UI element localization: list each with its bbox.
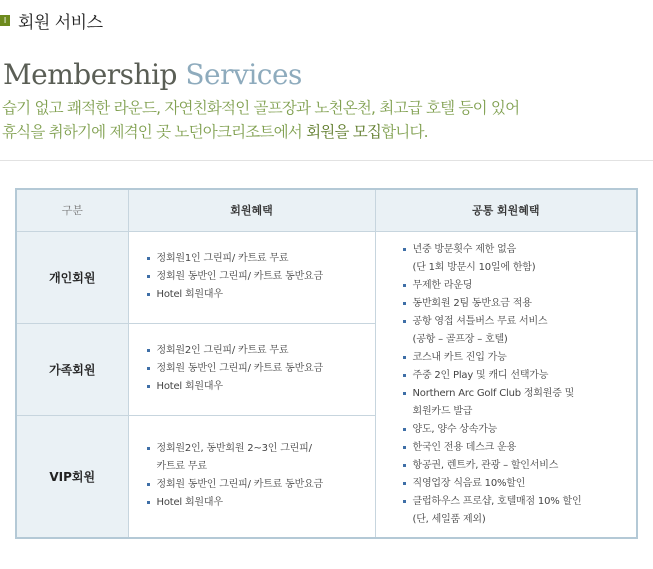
benefit-text: Hotel 회원대우 [156,289,223,300]
bullet-icon [403,302,406,305]
individual-benefits [128,231,375,323]
common-benefit-text: 클럽하우스 프로샵, 호텔매점 10% 할인 [412,495,582,507]
bullet-icon [147,501,150,504]
section-title-text: 회원 서비스 [18,12,103,33]
benefit-text: 정회원 동반인 그린피/ 카트료 동반요금 [156,363,323,374]
list-item [403,439,627,457]
bullet-icon [403,464,406,467]
common-benefit-text: 코스내 카트 진입 가능 [412,351,507,363]
common-benefit-text: 직영업장 식음료 10%할인 [412,477,526,489]
section-marker-icon: I [0,15,10,26]
bullet-icon [147,483,150,486]
headline-membership: Membership [3,58,177,91]
intro-line-2-start: 휴식을 취하기에 제격인 곳 노던아크리조트에서 [2,123,307,141]
list-item [403,475,627,493]
common-benefit-note: (단 1회 방문시 10일에 한함) [412,261,536,273]
bullet-icon [147,257,150,260]
common-benefit-text: 공항 영접 셔틀버스 무료 서비스 [412,315,548,327]
header-common-benefits: 공통 회원혜택 [375,189,637,231]
bullet-icon [403,284,406,287]
bullet-icon [403,446,406,449]
list-item [403,385,627,421]
common-benefits-cell [375,231,637,538]
common-benefit-text: 항공권, 렌트카, 관광 – 할인서비스 [412,459,559,471]
bullet-icon [403,356,406,359]
list-item [403,295,627,313]
common-benefit-text: 주중 2인 Play 및 캐디 선택가능 [412,369,549,381]
list-item [403,367,627,385]
list-item [403,241,627,277]
bullet-icon [147,349,150,352]
benefit-text: Hotel 회원대우 [156,497,223,509]
common-benefit-text: 동반회원 2팀 동반요금 적용 [412,297,532,309]
benefit-note: 카트료 무료 [156,461,207,473]
benefit-text: 정회원2인, 동반회원 2~3인 그린피/ [156,443,312,455]
common-benefit-note: (단, 세일품 제외) [412,513,486,525]
table-header-row [16,189,637,231]
vip-benefits [128,415,375,538]
family-benefits [128,323,375,415]
list-item [403,313,627,349]
list-item [403,457,627,475]
benefit-text: 정회원 동반인 그린피/ 카트료 동반요금 [156,479,323,491]
list-item [147,476,365,494]
intro-highlight: 회원을 모집 [306,123,382,141]
intro-description [2,96,652,144]
row-category-individual: 개인회원 [16,231,128,323]
common-benefit-text: 양도, 양수 상속가능 [412,423,498,435]
table-row [16,231,637,323]
bullet-icon [147,367,150,370]
headline-services: Services [185,58,302,91]
bullet-icon [147,447,150,450]
intro-line-2-end: 합니다. [381,123,428,141]
bullet-icon [147,293,150,296]
list-item [147,378,365,396]
benefit-text: 정회원 동반인 그린피/ 카트료 동반요금 [156,271,323,282]
list-item [147,342,365,360]
intro-line-2 [2,120,652,144]
list-item [147,494,365,512]
bullet-icon [403,482,406,485]
common-benefit-text: Northern Arc Golf Club 정회원증 및 [412,387,575,399]
header-category: 구분 [16,189,128,231]
header-benefits: 회원혜택 [128,189,375,231]
section-divider [0,160,653,161]
section-title [0,9,103,31]
list-item [147,286,365,304]
intro-line-1: 습기 없고 쾌적한 라운드, 자연친화적인 골프장과 노천온천, 최고급 호텔 등이 있어 [2,99,520,117]
list-item [147,360,365,378]
common-benefit-text: 무제한 라운딩 [412,279,473,291]
benefit-text: 정회원1인 그린피/ 카트료 무료 [156,253,289,264]
list-item [147,268,365,286]
bullet-icon [403,374,406,377]
list-item [403,277,627,295]
bullet-icon [147,385,150,388]
common-benefit-text: 년중 방문횟수 제한 없음 [412,243,517,255]
bullet-icon [403,500,406,503]
bullet-icon [403,248,406,251]
row-category-vip: VIP회원 [16,415,128,538]
common-benefit-note: 회원카드 발급 [412,405,473,417]
common-benefit-text: 한국인 전용 데스크 운용 [412,441,517,453]
common-benefit-note: (공항 – 골프장 – 호텔) [412,333,508,345]
bullet-icon [403,320,406,323]
benefit-text: Hotel 회원대우 [156,381,223,392]
bullet-icon [403,392,406,395]
list-item [403,349,627,367]
benefit-text: 정회원2인 그린피/ 카트료 무료 [156,345,289,356]
list-item [403,493,627,529]
bullet-icon [403,428,406,431]
page-headline [3,58,302,91]
membership-benefits-table [15,188,638,539]
list-item [403,421,627,439]
bullet-icon [147,275,150,278]
list-item [147,440,365,476]
list-item [147,250,365,268]
row-category-family: 가족회원 [16,323,128,415]
